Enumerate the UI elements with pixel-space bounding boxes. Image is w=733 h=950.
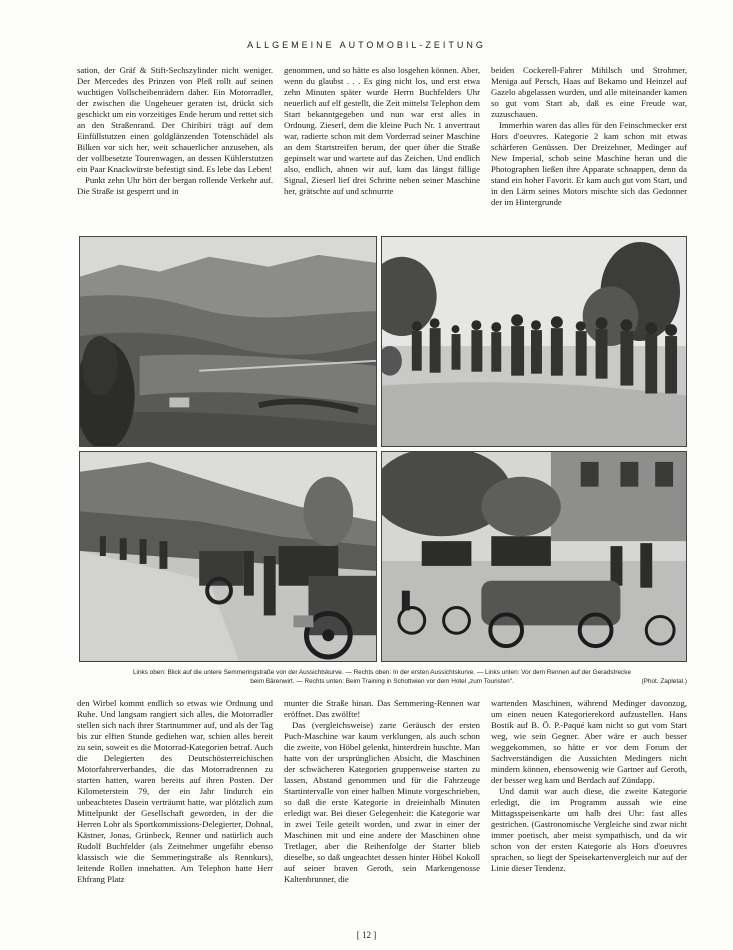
photo-valley-view	[79, 236, 377, 447]
paragraph: Punkt zehn Uhr hört der bergan rollende Verkehr auf. Die Straße ist gesperrt und in	[77, 175, 273, 196]
bottom-text-columns	[77, 698, 687, 928]
text-column-6	[491, 698, 687, 928]
journal-masthead: ALLGEMEINE AUTOMOBIL-ZEITUNG	[247, 40, 486, 50]
paragraph: sation, der Gräf & Stift-Sechszylinder nicht weniger. Der Mercedes des Prinzen von Pleß rollt auf seinen wuchtigen Vollscheibenrädern daher. Ein Motorradler, der zwischen die Ungeheuer geraten ist, drückt sich geschickt um ein vorzeitiges Ende herum und rettet sich an den Straßenrand. Der Chiribiri trägt auf dem Einfüllstutzen einen goldglänzenden Totenschädel als Bilken vor sich her, weit schauerlicher anzusehen, als der vollbesetzte Tourenwagen, an dessen Kühlerstutzen ein Paar Knackwürste befestigt sind. Es lebe das Leben!	[77, 65, 273, 174]
photo-credit: (Phot. Zapletal.)	[641, 678, 687, 685]
paragraph: Und damit war auch diese, die zweite Kategorie erledigt, die im Programm aussah wie eine Mittagsspeisenkarte um halb drei Uhr: fast alles gestrichen. (Gastronomische Vergleiche sind zwar nicht immer poetisch, aber meist sympathisch, und da wir schon von der ersten Kategorie als Hors d'oeuvres sprachen, so liegt der Speisekartenvergleich nur auf der Linie dieser Tendenz.	[491, 786, 687, 873]
photo-crowd-curve	[381, 236, 687, 447]
paragraph: genommen, und so hätte es also losgehen können. Aber, wenn du glaubst . . . Es ging nicht los, und erst etwa zehn Minuten später wurde Herrn Buchfelders Uhr neuerlich auf elf gestellt, die Zeit mittelst Telephon dem Start bekanntgegeben und nun war erst alles in Ordnung. Zieserl, dem die kleine Puch Nr. 1 anvertraut war, radierte schon mit dem Vorderrad seiner Maschine an dem Startstreifen herum, der quer über die Straße gepinselt war und wartete auf das Zeichen. Und endlich also, endlich, ahnen wir auf, kam das längst fällige Signal, Zieserl lief drei Schritte neben seiner Maschine her, grätschte auf und schnurrte	[284, 65, 480, 196]
text-column-3	[491, 65, 687, 232]
photo-caption	[77, 668, 687, 686]
text-column-1	[77, 65, 273, 232]
photo-cars-straight	[79, 451, 377, 662]
paragraph: munter die Straße hinan. Das Semmering-Rennen war eröffnet. Das zwölfte!	[284, 698, 480, 719]
text-column-4	[77, 698, 273, 928]
paragraph: den Wirbel kommt endlich so etwas wie Ordnung und Ruhe. Und langsam rangiert sich alles, die Motorradler stellen sich nach ihrer Startnummer auf, und als der Tag bis zur elften Stunde gediehen war, schien alles bereit zu sein, soweit es die Motorrad-Kategorien betraf. Auch die Delegierten des Deutschösterreichischen Motorfahrerverbandes, die das Motorradrennen zu starten hatten, waren bereits auf ihren Posten. Der Kilometerstein 79, der ein Jahr lindurch ein unbeachtetes Dasein verträumt hatte, war plötzlich zum Mittelpunkt der Gesellschaft geworden, in der die Herren Lohr als Sportkommissions-Delegierter, Dohnal, Kästner, Jonas, Grünbeck, Renner und natürlich auch Rudolf Buchfelder (als Zeitnehmer ungefähr ebenso klassisch wie die Semmeringstraße als Rennkurs), leitende Rollen innehatten. Am Telephon hatte Herr Ehfrang Platz	[77, 698, 273, 884]
photo-grid	[79, 236, 687, 662]
caption-line-2: beim Bärenwirt. — Rechts unten: Beim Training in Schottwien vor dem Hotel „zum Touristen".	[250, 678, 514, 685]
page-number: [ 12 ]	[356, 930, 377, 940]
paragraph: Immerhin waren das alles für den Feinschmecker erst Hors d'oeuvres. Kategorie 2 kam schon mit etwas schärferen Genüssen. Der Dreizehner, Medinger auf New Imperial, schob seine Maschine heran und die Photographen ließen ihre Apparate schnappen, denn da stand ein hoher Favorit. Er kam auch gut vom Start, und in den Lärm seines Motors mischte sich das Gedonner der im Hintergrunde	[491, 120, 687, 207]
paragraph: wartenden Maschinen, während Medinger davonzog, um einen neuen Kategorierekord aufzustellen. Hans Bostik auf B. Ö. P.-Paqué kam nicht so gut vom Start weg, wie sein Gegner. Aber wäre er auch besser weggekommen, so hätte er vor dem Forum der Sachverständigen die Aussichten Medingers nicht mindern können, ebensowenig wie Gartner auf Geroth, der besser weg kam und Berdach auf Zündapp.	[491, 698, 687, 785]
photo-training-schottwien	[381, 451, 687, 662]
text-column-5	[284, 698, 480, 928]
top-text-columns	[77, 65, 687, 232]
paragraph: Das (vergleichsweise) zarte Geräusch der ersten Puch-Maschine war kaum verklungen, als auch schon die zweite, von Höbel gelenkt, hinterdrein huschte. Man hatte von der ursprünglichen Absicht, die Maschinen der schwächeren Kategorien gruppenweise starten zu lassen, Abstand genommen und für die Fahrzeuge Startintervalle von einer halben Minute vorgeschrieben, so daß die erste Kategorie in dreieinhalb Minuten erledigt war. Bei dieser Gelegenheit: die Kategorie war in zwei Teile geteilt worden, und zwar in einer der Maschinen mit und eine andere der Maschinen ohne Tretlager, aber die Reihenfolge der Starter blieb dieselbe, so daß ungeachtet dessen hinter Höbel Kokoll auf seiner braven Geroth, sein Markengenosse Kaltenbrunner, die	[284, 720, 480, 884]
caption-line-1: Links oben: Blick auf die untere Semmeringstraße von der Aussichtskurve. — Rechts oben: In der ersten Aussichtskurve. — Links unten: Vor dem Rennen auf der Geradstrecke	[132, 669, 631, 676]
paragraph: beiden Cockerell-Fahrer Mihilsch und Strohmer, Meniga auf Persch, Haas auf Bekamo und Heinzel auf Gazelo abgelassen wurden, und alle miteinander kamen so gut vom Start ab, daß es eine Freude war, zuzuschauen.	[491, 65, 687, 119]
text-column-2	[284, 65, 480, 232]
